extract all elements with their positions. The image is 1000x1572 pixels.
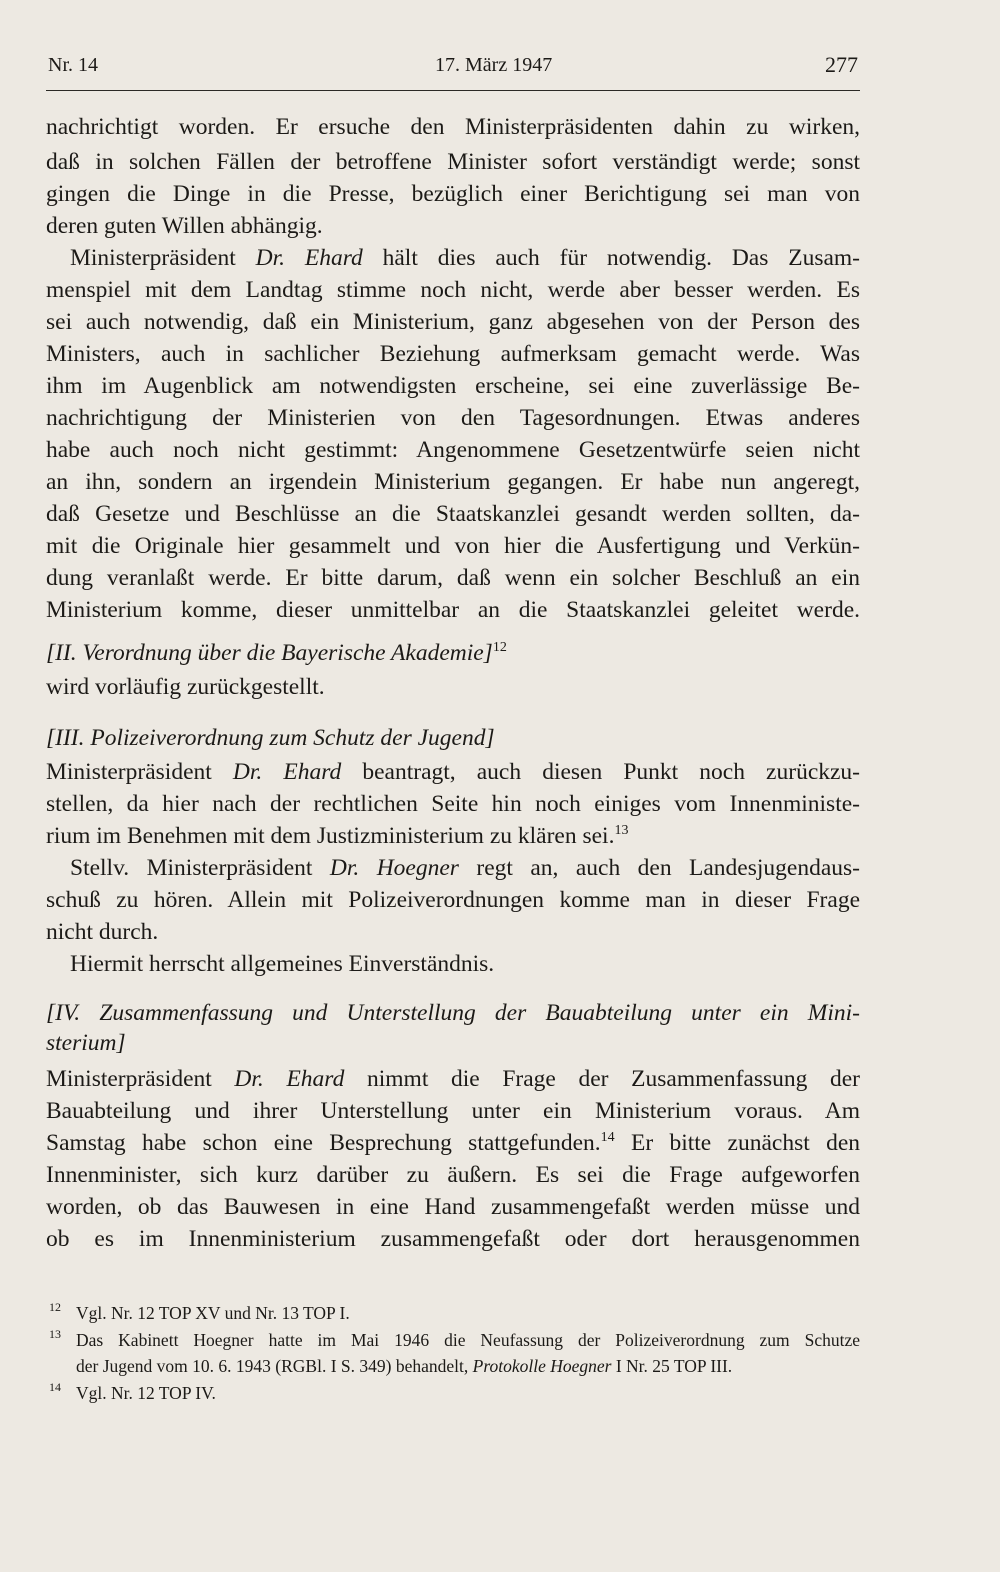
document-page: Nr. 14 17. März 1947 277 nachrichtigt worden. Er ersuche den Ministerpräsidenten dahin zu wirken, daß in solchen Fällen der betroffene Minister sofort verständigt werde; sonst gingen die Dinge in die Presse, bezüglich einer Berichtigung sei man von deren guten Willen abhängig. Ministerpräsident Dr. Ehard hält dies auch für notwendig. Das Zusam- menspiel mit dem Landtag stimme noch nicht, werde aber besser werden. Es sei auch notwendig, daß ein Ministerium, ganz abgesehen von der Person des Ministers, auch in sachlicher Beziehung aufmerksam gemacht werde. Was ihm im Augenblick am notwendigsten erscheine, sei eine zuverlässige Be- nachrichtigung der Ministerien von den Tagesordnungen. Etwas anderes habe auch noch nicht gestimmt: Angenommene Gesetzentwürfe seien nicht an ihn, sondern an irgendein Ministerium gegangen. Er habe nun angeregt, daß Gesetze und Beschlüsse an die Staatskanzlei gesandt werden sollten, da- mit die Originale hier gesammelt und von hier die Ausfertigung und Verkün- dung veranlaßt werde. Er bitte darum, daß wenn ein solcher Beschluß an ein Ministerium komme, dieser unmittelbar an die Staatskanzlei geleitet werde. [II. Verordnung über die Bayerische Akademie]$^{12}$ wird vorläufig zurückgestellt. [III. Polizeiverordnung zum Schutz der Jugend] Ministerpräsident Dr. Ehard beantragt, auch diesen Punkt noch zurückzu- stellen, da hier nach der rechtlichen Seite hin noch einiges vom Innenministe- rium im Benehmen mit dem Justizministerium zu klären sei.$^{13}$ Stellv. Ministerpräsident Dr. Hoegner regt an, auch den Landesjugendaus- schuß zu hören. Allein mit Polizeiverordnungen komme man in dieser Frage nicht durch. Hiermit herrscht allgemeines Einverständnis. [IV. Zusammenfassung und Unterstellung der Bauabteilung unter ein Mini- sterium] Ministerpräsident Dr. Ehard nimmt die Frage der Zusammenfassung der Bauabteilung und ihrer Unterstellung unter ein Ministerium voraus. Am Samstag habe schon eine Besprechung stattgefunden.$^{14}$ Er bitte zunächst den Innenminister, sich kurz darüber zu äußern. Es sei die Frage aufgeworfen worden, ob das Bauwesen in eine Hand zusammengefaßt werden müsse und ob es im Innenministerium zusammengefaßt oder dort herausgenommen 12 Vgl. Nr. 12 TOP XV und Nr. 13 TOP I. 13 Das Kabinett Hoegner hatte im Mai 1946 die Neufassung der Polizeiverordnung zum Schutze der Jugend vom 10. 6. 1943 (RGBl. I S. 349) behandelt, Protokolle Hoegner I Nr. 25 TOP III. 14 Vgl. Nr. 12 TOP IV.	[46, 52, 861, 1403]
text-line: Ministerium komme, dieser unmittelbar an die Staatskanzlei geleitet werde.	[46, 597, 860, 623]
text-line: gingen die Dinge in die Presse, bezüglich einer Berichtigung sei man von	[46, 181, 860, 207]
text-line: nachrichtigung der Ministerien von den Tagesordnungen. Etwas anderes	[46, 405, 860, 431]
footnote-13-cont: der Jugend vom 10. 6. 1943 (RGBl. I S. 349) behandelt, Protokolle Hoegner I Nr. 25 TOP III.	[76, 1356, 733, 1376]
text-line: worden, ob das Bauwesen in eine Hand zusammengefaßt werden müsse und	[46, 1194, 860, 1220]
section-heading-iii: [III. Polizeiverordnung zum Schutz der Jugend]	[46, 725, 495, 751]
text-line: Ministers, auch in sachlicher Beziehung aufmerksam gemacht werde. Was	[46, 341, 860, 367]
text-line: ob es im Innenministerium zusammengefaßt oder dort herausgenommen	[46, 1226, 860, 1252]
text-line: daß Gesetze und Beschlüsse an die Staatskanzlei gesandt werden sollten, da-	[46, 501, 860, 527]
text-line: mit die Originale hier gesammelt und von hier die Ausfertigung und Verkün-	[46, 533, 860, 559]
text-line: stellen, da hier nach der rechtlichen Seite hin noch einiges vom Innenministe-	[46, 791, 860, 817]
session-date: 17. März 1947	[435, 54, 553, 76]
speaker-name: Dr. Hoegner	[329, 855, 459, 881]
text-line: nachrichtigt worden. Er ersuche den Ministerpräsidenten dahin zu wirken,	[46, 114, 860, 140]
section-heading-iv: [IV. Zusammenfassung und Unterstellung der Bauabteilung unter ein Mini-	[46, 1000, 860, 1026]
footnote-ref: 14	[600, 1130, 615, 1145]
text-line: an ihn, sondern an irgendein Ministerium gegangen. Er habe nun angeregt,	[46, 469, 860, 495]
speaker-name: Dr. Ehard	[232, 759, 342, 785]
text-line: Innenminister, sich kurz darüber zu äußern. Es sei die Frage aufgeworfen	[46, 1162, 860, 1188]
text-line: Ministerpräsident Dr. Ehard nimmt die Frage der Zusammenfassung der	[46, 1066, 861, 1092]
speaker-name: Dr. Ehard	[255, 245, 363, 271]
section-heading-ii: [II. Verordnung über die Bayerische Akademie]$^{12}$	[46, 640, 507, 666]
footnote-ref: 12	[492, 640, 507, 655]
text-line: Hiermit herrscht allgemeines Einverständnis.	[70, 951, 495, 977]
footnote-ref: 13	[614, 823, 629, 838]
source-title: Protokolle Hoegner	[472, 1356, 612, 1376]
text-line: menspiel mit dem Landtag stimme noch nicht, werde aber besser werden. Es	[46, 277, 860, 303]
speaker-name: Dr. Ehard	[234, 1066, 345, 1092]
text-line: habe auch noch nicht gestimmt: Angenommene Gesetzentwürfe seien nicht	[46, 437, 860, 463]
text-line: daß in solchen Fällen der betroffene Minister sofort verständigt werde; sonst	[46, 149, 860, 175]
text-line: Stellv. Ministerpräsident Dr. Hoegner regt an, auch den Landesjugendaus-	[70, 855, 860, 881]
footnote-number: 13	[49, 1327, 61, 1341]
text-line: deren guten Willen abhängig.	[46, 213, 323, 239]
running-header	[46, 50, 860, 91]
text-line: nicht durch.	[46, 919, 159, 945]
text-line: sei auch notwendig, daß ein Ministerium, ganz abgesehen von der Person des	[46, 309, 860, 335]
footnote-number: 12	[49, 1300, 61, 1314]
page-number: 277	[825, 52, 858, 77]
text-line: Ministerpräsident Dr. Ehard hält dies auch für notwendig. Das Zusam-	[70, 245, 861, 271]
text-line: Bauabteilung und ihrer Unterstellung unter ein Ministerium voraus. Am	[46, 1098, 860, 1124]
text-line: rium im Benehmen mit dem Justizministerium zu klären sei.$^{13}$	[46, 823, 629, 849]
text-line: dung veranlaßt werde. Er bitte darum, daß wenn ein solcher Beschluß an ein	[46, 565, 860, 591]
text-line: schuß zu hören. Allein mit Polizeiverordnungen komme man in dieser Frage	[46, 887, 860, 913]
text-line: Samstag habe schon eine Besprechung stattgefunden.$^{14}$ Er bitte zunächst den	[46, 1130, 860, 1156]
text-line: ihm im Augenblick am notwendigsten erscheine, sei eine zuverlässige Be-	[46, 373, 860, 399]
section-heading-iv-cont: sterium]	[46, 1030, 126, 1056]
footnote-number: 14	[49, 1380, 61, 1394]
issue-number: Nr. 14	[48, 54, 98, 76]
text-line: Ministerpräsident Dr. Ehard beantragt, auch diesen Punkt noch zurückzu-	[46, 759, 861, 785]
text-line: wird vorläufig zurückgestellt.	[46, 674, 325, 700]
